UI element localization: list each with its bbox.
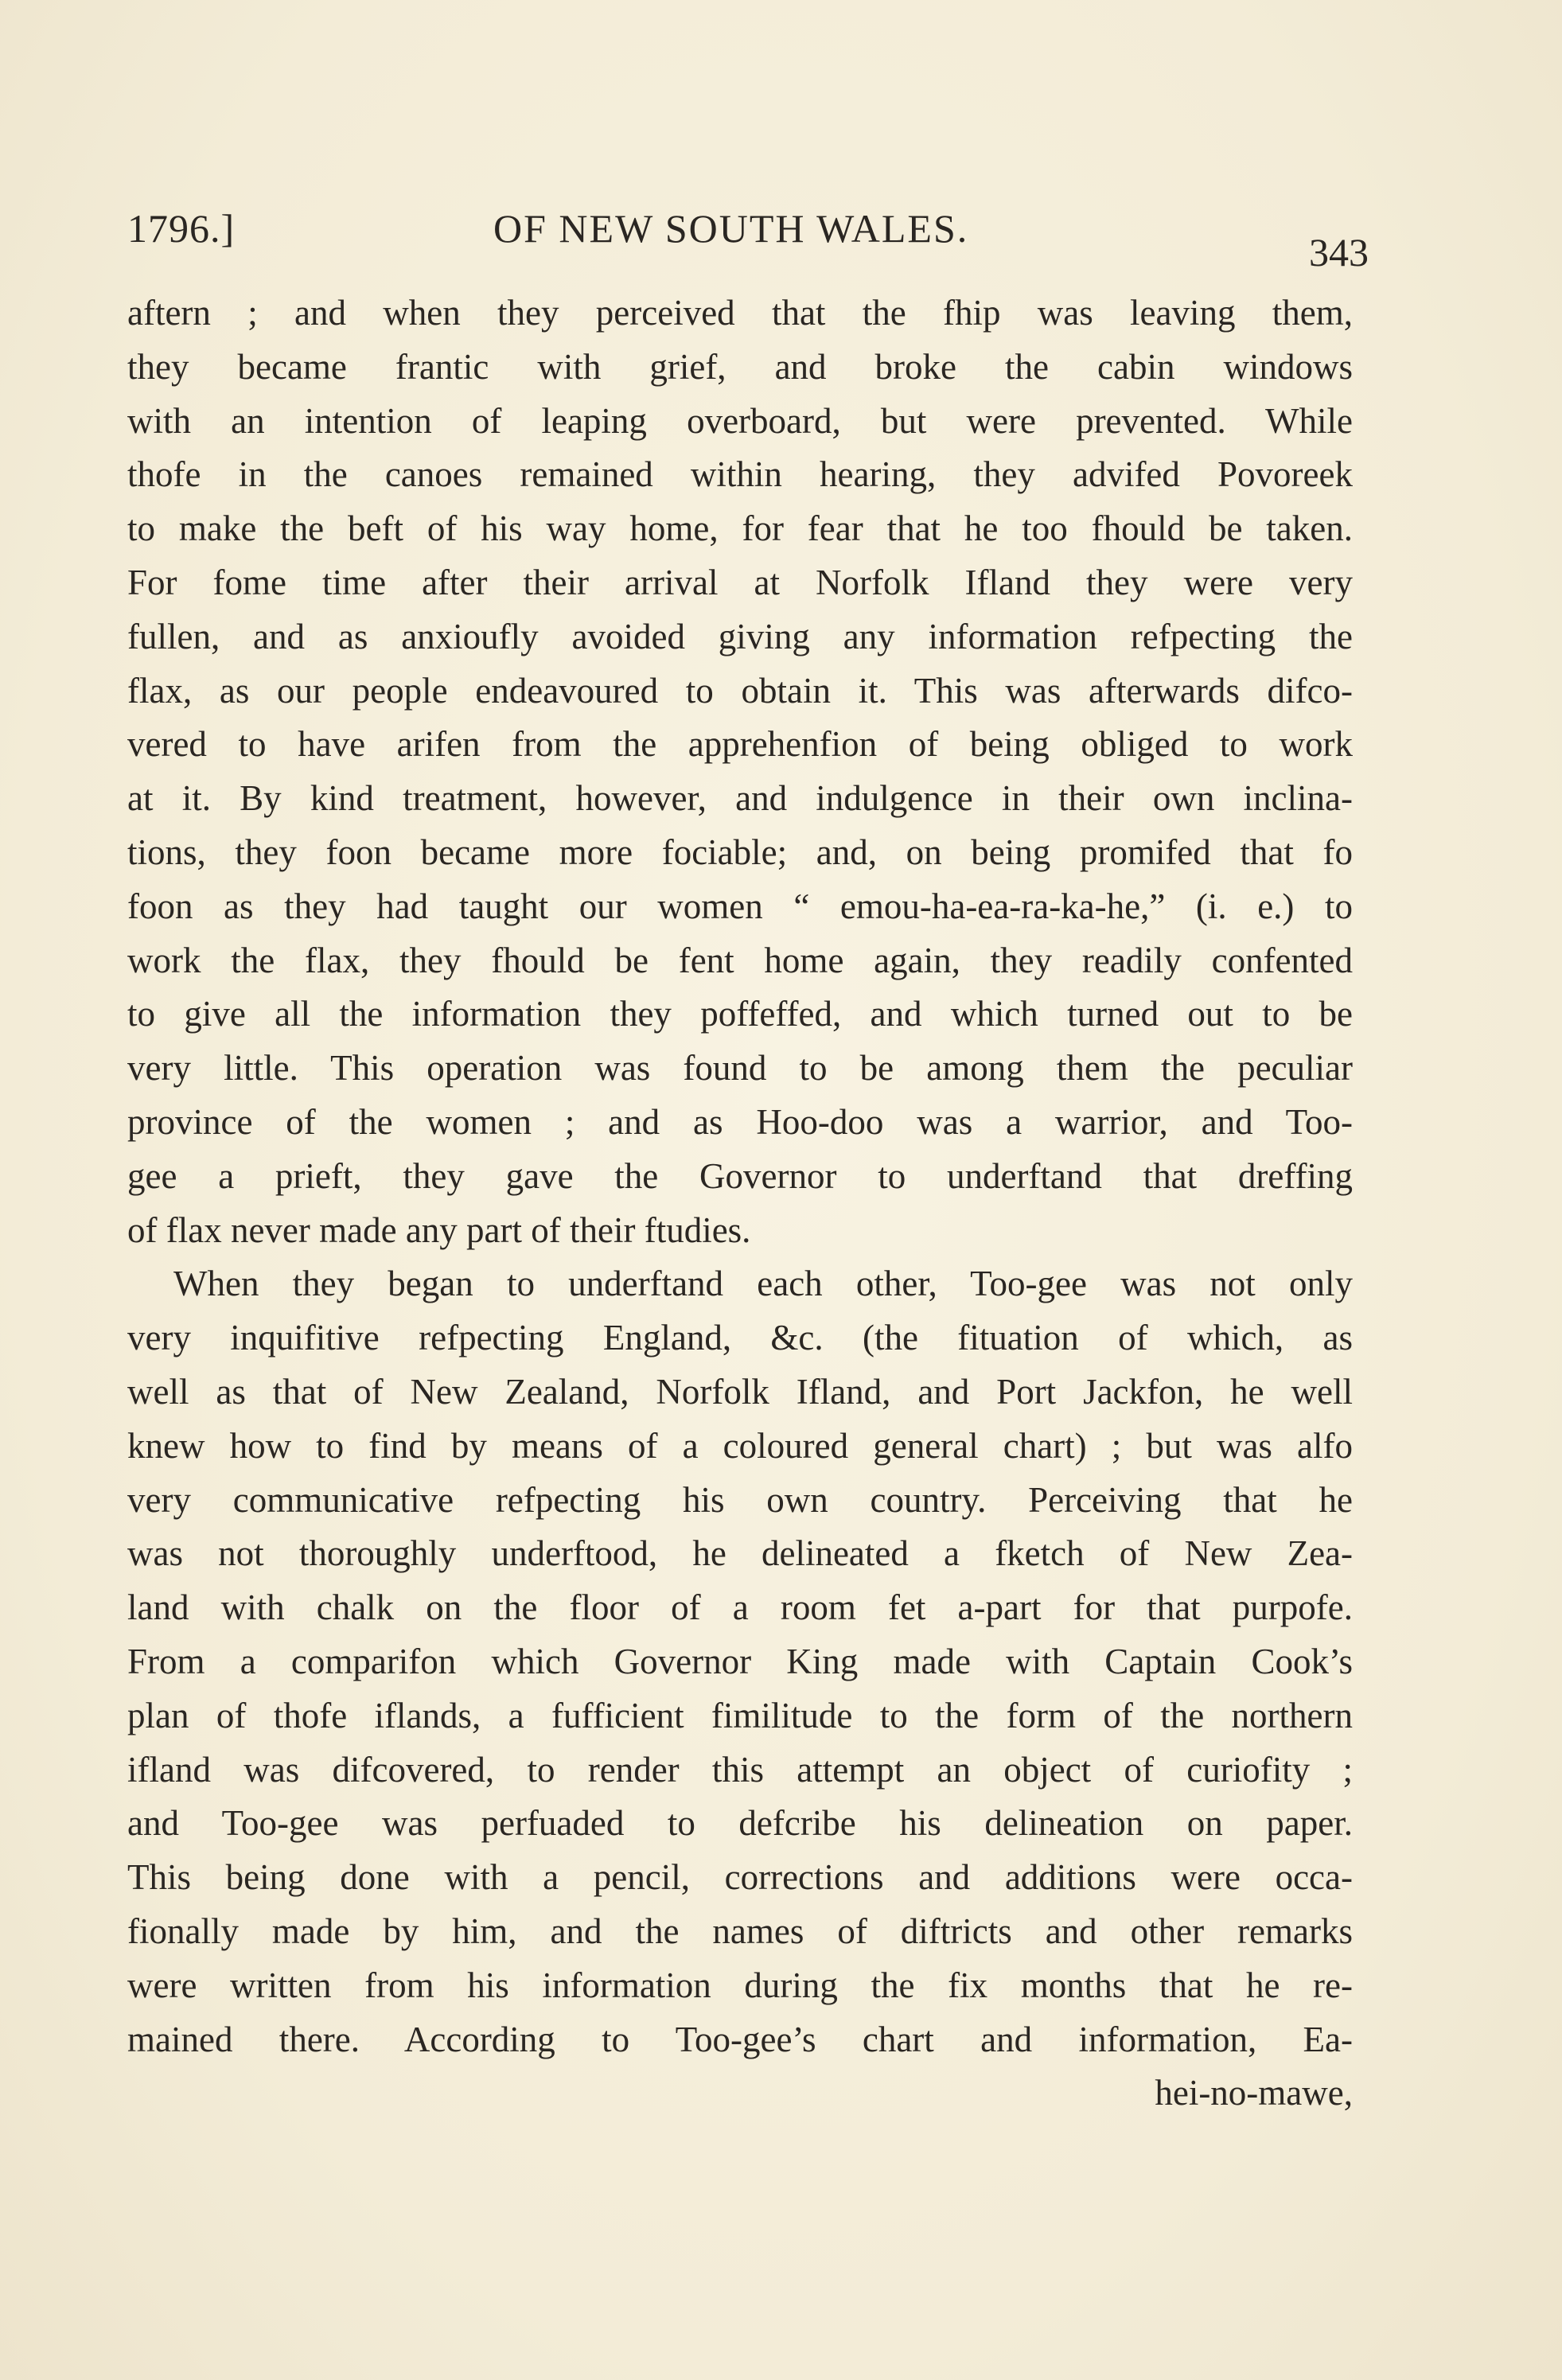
text-line: For fome time after their arrival at Norfolk Ifland they were very — [127, 562, 1353, 602]
text-line: of flax never made any part of their ftudies. — [127, 1209, 751, 1250]
text-line: land with chalk on the floor of a room fet a-part for that purpofe. — [127, 1587, 1353, 1628]
text-line: fionally made by him, and the names of diftricts and other remarks — [127, 1911, 1353, 1951]
text-line: to make the beft of his way home, for fear that he too fhould be taken. — [127, 508, 1353, 549]
text-line: flax, as our people endeavoured to obtain it. This was afterwards difco- — [127, 670, 1353, 711]
page-number: 343 — [1309, 230, 1369, 275]
text-line: vered to have arifen from the apprehenfion of being obliged to work — [127, 724, 1353, 765]
text-line: tions, they foon became more fociable; and, on being promifed that fo — [127, 832, 1353, 872]
text-line: very communicative refpecting his own country. Perceiving that he — [127, 1479, 1353, 1520]
text-line: they became frantic with grief, and broke the cabin windows — [127, 346, 1353, 387]
text-line: very inquifitive refpecting England, &c. (the fituation of which, as — [127, 1318, 1353, 1358]
text-line: work the flax, they fhould be fent home again, they readily confented — [127, 940, 1353, 980]
text-line: were written from his information during the fix months that he re- — [127, 1965, 1353, 2005]
paragraph — [127, 1257, 1353, 2066]
text-line: ifland was difcovered, to render this attempt an object of curiofity ; — [127, 1749, 1353, 1790]
text-line: foon as they had taught our women “ emou-ha-ea-ra-ka-he,” (i. e.) to — [127, 886, 1353, 926]
text-line: at it. By kind treatment, however, and indulgence in their own inclina- — [127, 778, 1353, 819]
text-line: province of the women ; and as Hoo-doo was a warrior, and Too- — [127, 1101, 1353, 1142]
paragraph — [127, 286, 1353, 1257]
body-text — [127, 286, 1353, 2121]
text-line: When they began to underftand each other, Too-gee was not only — [173, 1264, 1353, 1304]
text-line: to give all the information they poffeffed, and which turned out to be — [127, 994, 1353, 1034]
text-line: and Too-gee was perfuaded to defcribe his delineation on paper. — [127, 1803, 1353, 1844]
text-line: fullen, and as anxioufly avoided giving any information refpecting the — [127, 616, 1353, 656]
page-header — [127, 197, 1369, 275]
text-line: thofe in the canoes remained within hearing, they advifed Povoreek — [127, 454, 1353, 495]
text-line: gee a prieft, they gave the Governor to underftand that dreffing — [127, 1155, 1353, 1196]
text-line: very little. This operation was found to be among them the peculiar — [127, 1048, 1353, 1089]
text-line: From a comparifon which Governor King made with Captain Cook’s — [127, 1641, 1353, 1681]
running-title: OF NEW SOUTH WALES. — [493, 206, 969, 251]
text-line: with an intention of leaping overboard, but were prevented. While — [127, 400, 1353, 441]
text-line: This being done with a pencil, corrections and additions were occa- — [127, 1857, 1353, 1898]
header-year: 1796.] — [127, 206, 236, 251]
text-line: knew how to find by means of a coloured general chart) ; but was alfo — [127, 1425, 1353, 1466]
text-line: aftern ; and when they perceived that the fhip was leaving them, — [127, 293, 1353, 333]
text-line: mained there. According to Too-gee’s chart and information, Ea- — [127, 2019, 1353, 2059]
text-line: was not thoroughly underftood, he delineated a fketch of New Zea- — [127, 1533, 1353, 1574]
text-line: well as that of New Zealand, Norfolk Ifland, and Port Jackfon, he well — [127, 1371, 1353, 1412]
text-line: plan of thofe iflands, a fufficient fimilitude to the form of the northern — [127, 1695, 1353, 1735]
catchword: hei-no-mawe, — [1155, 2073, 1353, 2113]
